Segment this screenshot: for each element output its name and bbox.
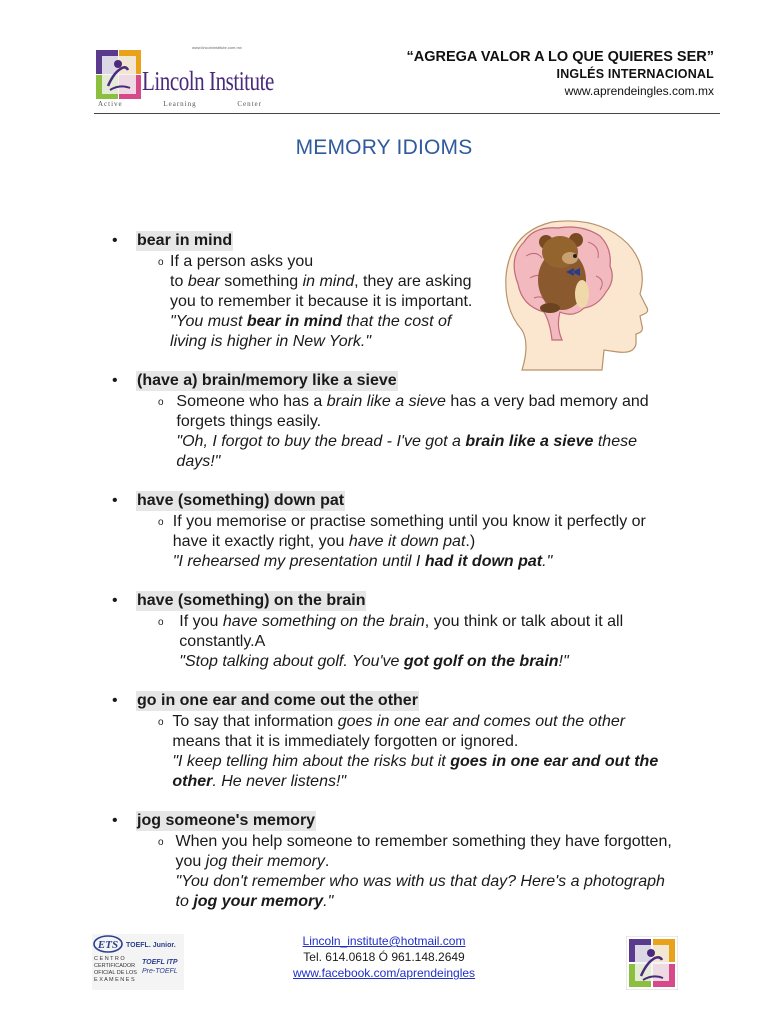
site-url: www.aprendeingles.com.mx (564, 84, 714, 98)
idiom-definition: To say that information goes in one ear and comes out the other means that it is immediately forgotten or ignored. "I keep telling him about the risks but it goes in one ear and out the other. He never listens!" (172, 713, 659, 790)
bullet-icon: • (112, 232, 118, 249)
logo-mark-icon (96, 50, 142, 100)
bullet-icon: • (112, 492, 118, 509)
circle-bullet-icon: o (158, 397, 164, 408)
idiom-definition: Someone who has a brain like a sieve has a very bad memory and forgets things easily. "Oh, I forgot to buy the bread - I've got a brain like a sieve these days!" (176, 393, 649, 470)
idiom-term: bear in mind (137, 232, 233, 249)
list-item (108, 370, 674, 472)
list-item (108, 230, 674, 352)
idiom-term: have (something) on the brain (137, 592, 366, 609)
circle-bullet-icon: o (158, 617, 164, 628)
cert-center-line: CERTIFICADOR (94, 963, 136, 969)
page-header (94, 42, 720, 114)
cert-center-line: OFICIAL DE LOS (94, 970, 137, 976)
motto: “AGREGA VALOR A LO QUE QUIERES SER” (406, 49, 714, 65)
page-title: MEMORY IDIOMS (295, 136, 473, 159)
cert-center-line: C E N T R O (94, 956, 125, 962)
idiom-definition: If you have something on the brain, you think or talk about it all constantly.A "Stop talking about golf. You've got golf on the brain!" (179, 613, 624, 670)
bullet-icon: • (112, 692, 118, 709)
lincoln-logo (96, 44, 274, 110)
pre-toefl: Pre-TOEFL (142, 968, 178, 975)
lincoln-mark-icon (626, 936, 678, 990)
list-item (108, 690, 674, 792)
list-item (108, 490, 674, 572)
circle-bullet-icon: o (158, 257, 164, 268)
logo-tagline (98, 100, 262, 108)
ets-brand: ETS (97, 939, 119, 951)
toefl-itp: TOEFL ITP (142, 959, 178, 966)
logo-tagline-word: Learning (163, 100, 197, 108)
phone-text: Tel. 614.0618 Ó 961.148.2649 (303, 950, 465, 964)
facebook-link[interactable]: www.facebook.com/aprendeingles (292, 966, 476, 980)
logo-name: Lincoln Institute (142, 66, 274, 96)
header-info (407, 49, 714, 100)
bullet-icon: • (112, 812, 118, 829)
circle-bullet-icon: o (158, 517, 164, 528)
logo-tagline-word: Active (98, 100, 123, 108)
idiom-definition: When you help someone to remember something they have forgotten, you jog their memory. "You don't remember who was with us that day? Here's a photograph to jog your memory." (175, 833, 672, 910)
course-name: INGLÉS INTERNACIONAL (556, 67, 714, 81)
idiom-definition: If a person asks you to bear something in mind, they are asking you to remember it because it is important. "You must bear in mind that the cost of living is higher in New York." (170, 253, 473, 350)
email-link[interactable]: Lincoln_institute@hotmail.com (302, 934, 466, 948)
bullet-icon: • (112, 372, 118, 389)
idiom-term: have (something) down pat (137, 492, 345, 509)
circle-bullet-icon: o (158, 717, 164, 728)
toefl-junior: TOEFL. Junior. (126, 942, 176, 949)
idiom-term: (have a) brain/memory like a sieve (137, 372, 397, 389)
list-item (108, 590, 674, 672)
idiom-definition: If you memorise or practise something until you know it perfectly or have it exactly right, you have it down pat.) "I rehearsed my presentation until I had it down pat." (172, 513, 646, 570)
logo-tagline-word: Center (237, 100, 262, 108)
circle-bullet-icon: o (158, 837, 164, 848)
cert-center-line: E X A M E N E S (94, 977, 135, 983)
list-item (108, 810, 674, 912)
bullet-icon: • (112, 592, 118, 609)
idiom-term: go in one ear and come out the other (137, 692, 418, 709)
logo-url: www.lincolninstitute.com.mx (192, 45, 242, 50)
idiom-term: jog someone's memory (137, 812, 316, 829)
idiom-list (108, 230, 674, 930)
